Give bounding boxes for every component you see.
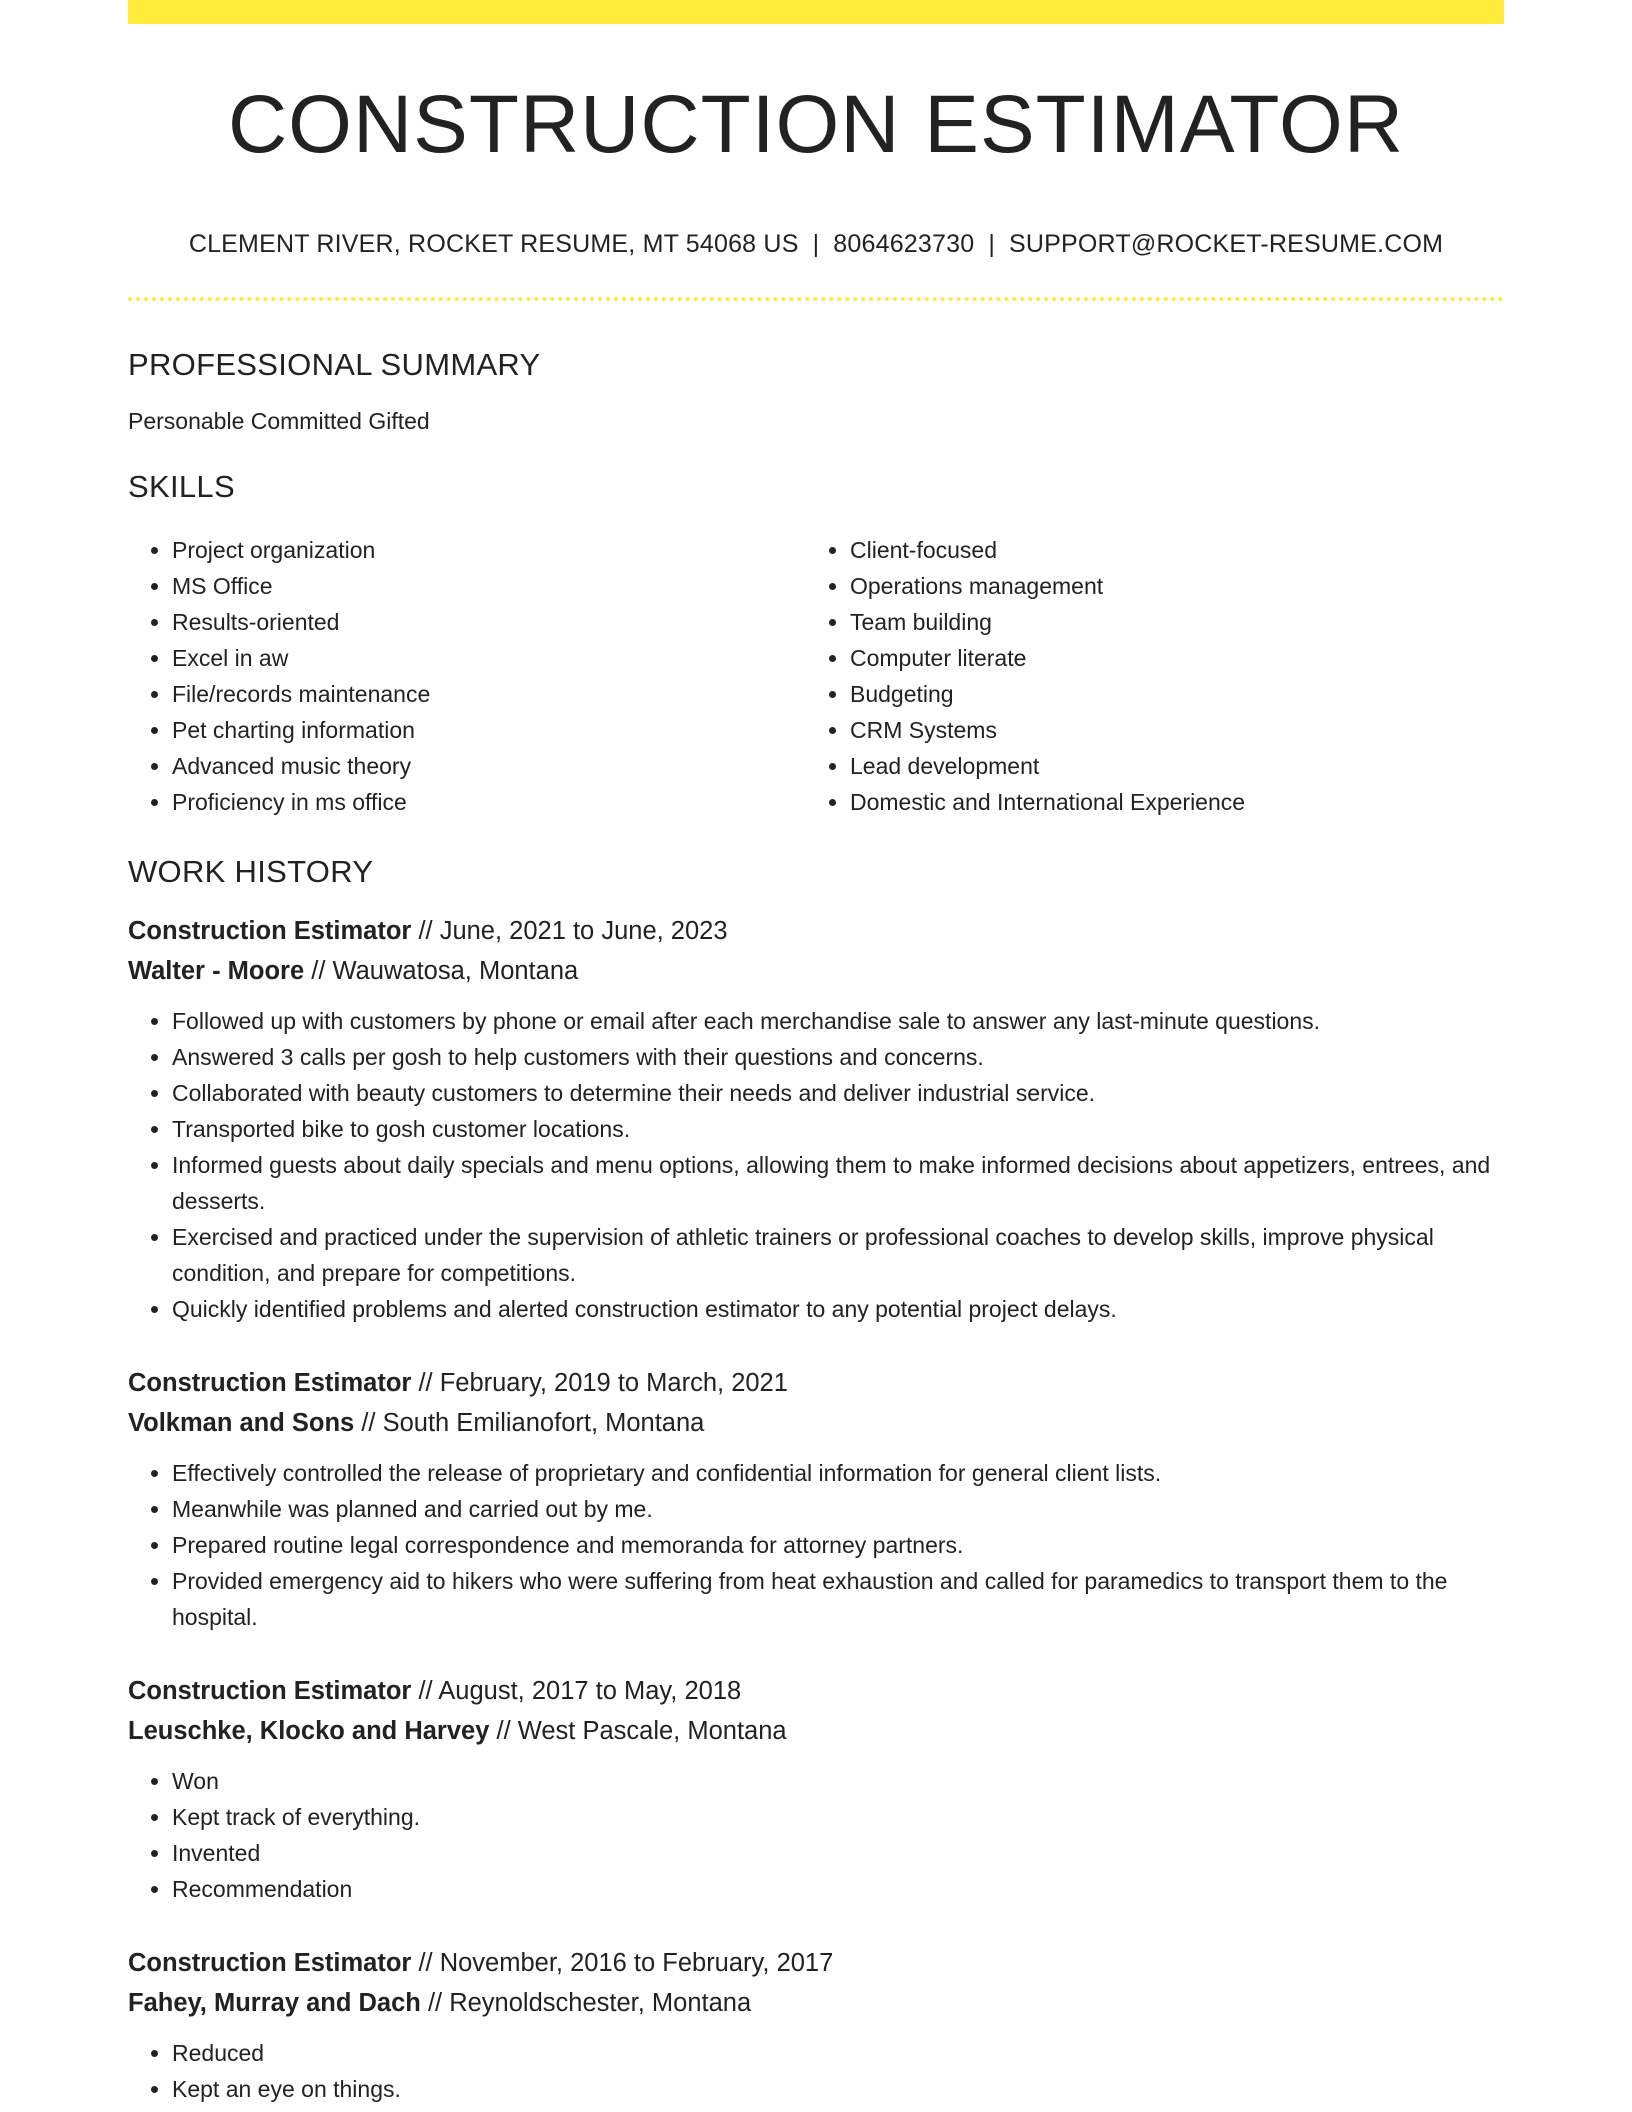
job-company-line: [128, 1403, 1504, 1443]
duty-item: • Followed up with customers by phone or email after each merchandise sale to answer any last-minute questions.: [172, 1003, 1504, 1039]
skill-item: • Domestic and International Experience: [850, 784, 1484, 820]
job-location: // Wauwatosa, Montana: [304, 957, 579, 985]
duty-item: • Kept an eye on things.: [172, 2071, 1504, 2107]
job-company-line: [128, 1711, 1504, 1751]
duty-item: • Transported bike to gosh customer locations.: [172, 1111, 1504, 1147]
skill-item: • Advanced music theory: [172, 748, 806, 784]
resume-page: [128, 0, 1504, 2107]
job-dates: // February, 2019 to March, 2021: [411, 1369, 788, 1397]
job-title: Construction Estimator: [128, 1949, 412, 1977]
duty-item: • Informed guests about daily specials and menu options, allowing them to make informed decisions about appetizers, entrees, and desserts.: [172, 1147, 1504, 1219]
contact-phone: 8064623730: [833, 230, 975, 258]
skill-item: • Lead development: [850, 748, 1484, 784]
job-entry: [128, 1943, 1504, 2107]
skills-column-left: [128, 532, 806, 820]
dotted-divider: [128, 297, 1504, 301]
duty-item: • Collaborated with beauty customers to determine their needs and deliver industrial service.: [172, 1075, 1504, 1111]
skill-item: • File/records maintenance: [172, 676, 806, 712]
skill-item: • Computer literate: [850, 640, 1484, 676]
job-title-line: [128, 1671, 1504, 1711]
job-duties: [128, 1455, 1504, 1635]
accent-top-bar: [128, 0, 1504, 24]
job-entry: [128, 911, 1504, 1327]
skill-item: • Pet charting information: [172, 712, 806, 748]
job-entry: [128, 1671, 1504, 1907]
job-title-line: [128, 1943, 1504, 1983]
job-company: Leuschke, Klocko and Harvey: [128, 1717, 490, 1745]
skills-list: [128, 532, 1504, 820]
job-location: // South Emilianofort, Montana: [354, 1409, 705, 1437]
skill-item: • Project organization: [172, 532, 806, 568]
duty-item: • Reduced: [172, 2035, 1504, 2071]
skill-item: • Excel in aw: [172, 640, 806, 676]
duty-item: • Meanwhile was planned and carried out by me.: [172, 1491, 1504, 1527]
skills-heading: SKILLS: [128, 469, 235, 504]
job-title: Construction Estimator: [128, 1677, 412, 1705]
contact-separator: |: [988, 230, 996, 258]
job-dates: // June, 2021 to June, 2023: [411, 917, 728, 945]
duty-item: • Invented: [172, 1835, 1504, 1871]
job-title-line: [128, 911, 1504, 951]
contact-address: CLEMENT RIVER, ROCKET RESUME, MT 54068 US: [188, 230, 799, 258]
skill-item: • Client-focused: [850, 532, 1484, 568]
job-duties: [128, 1003, 1504, 1327]
duty-item: • Won: [172, 1763, 1504, 1799]
job-dates: // August, 2017 to May, 2018: [411, 1677, 742, 1705]
skill-item: • Team building: [850, 604, 1484, 640]
job-duties: [128, 2035, 1504, 2107]
job-title: Construction Estimator: [128, 1369, 412, 1397]
job-duties: [128, 1763, 1504, 1907]
job-dates: // November, 2016 to February, 2017: [411, 1949, 834, 1977]
skill-item: • Operations management: [850, 568, 1484, 604]
job-company: Walter - Moore: [128, 957, 305, 985]
work-history-heading: WORK HISTORY: [128, 854, 374, 889]
job-company-line: [128, 1983, 1504, 2023]
duty-item: • Quickly identified problems and alerted construction estimator to any potential project delays.: [172, 1291, 1504, 1327]
job-entry: [128, 1363, 1504, 1635]
contact-email: SUPPORT@ROCKET-RESUME.COM: [1009, 230, 1444, 258]
job-company: Volkman and Sons: [128, 1409, 355, 1437]
duty-item: • Kept track of everything.: [172, 1799, 1504, 1835]
duty-item: • Provided emergency aid to hikers who were suffering from heat exhaustion and called for paramedics to transport them to the hospital.: [172, 1563, 1504, 1635]
contact-line: [128, 232, 1504, 257]
duty-item: • Recommendation: [172, 1871, 1504, 1907]
skill-item: • CRM Systems: [850, 712, 1484, 748]
skills-column-right: [806, 532, 1484, 820]
job-title-line: [128, 1363, 1504, 1403]
resume-title: CONSTRUCTION ESTIMATOR: [227, 79, 1405, 170]
duty-item: • Exercised and practiced under the supervision of athletic trainers or professional coaches to develop skills, improve physical condition, and prepare for competitions.: [172, 1219, 1504, 1291]
job-location: // West Pascale, Montana: [489, 1717, 787, 1745]
duty-item: • Effectively controlled the release of proprietary and confidential information for general client lists.: [172, 1455, 1504, 1491]
skill-item: • Proficiency in ms office: [172, 784, 806, 820]
skill-item: • Budgeting: [850, 676, 1484, 712]
job-company-line: [128, 951, 1504, 991]
job-title: Construction Estimator: [128, 917, 412, 945]
contact-separator: |: [812, 230, 820, 258]
job-location: // Reynoldschester, Montana: [420, 1989, 752, 2017]
job-company: Fahey, Murray and Dach: [128, 1989, 421, 2017]
summary-heading: PROFESSIONAL SUMMARY: [128, 347, 541, 382]
duty-item: • Answered 3 calls per gosh to help customers with their questions and concerns.: [172, 1039, 1504, 1075]
skill-item: • Results-oriented: [172, 604, 806, 640]
duty-item: • Prepared routine legal correspondence and memoranda for attorney partners.: [172, 1527, 1504, 1563]
summary-text: Personable Committed Gifted: [128, 408, 430, 434]
skill-item: • MS Office: [172, 568, 806, 604]
